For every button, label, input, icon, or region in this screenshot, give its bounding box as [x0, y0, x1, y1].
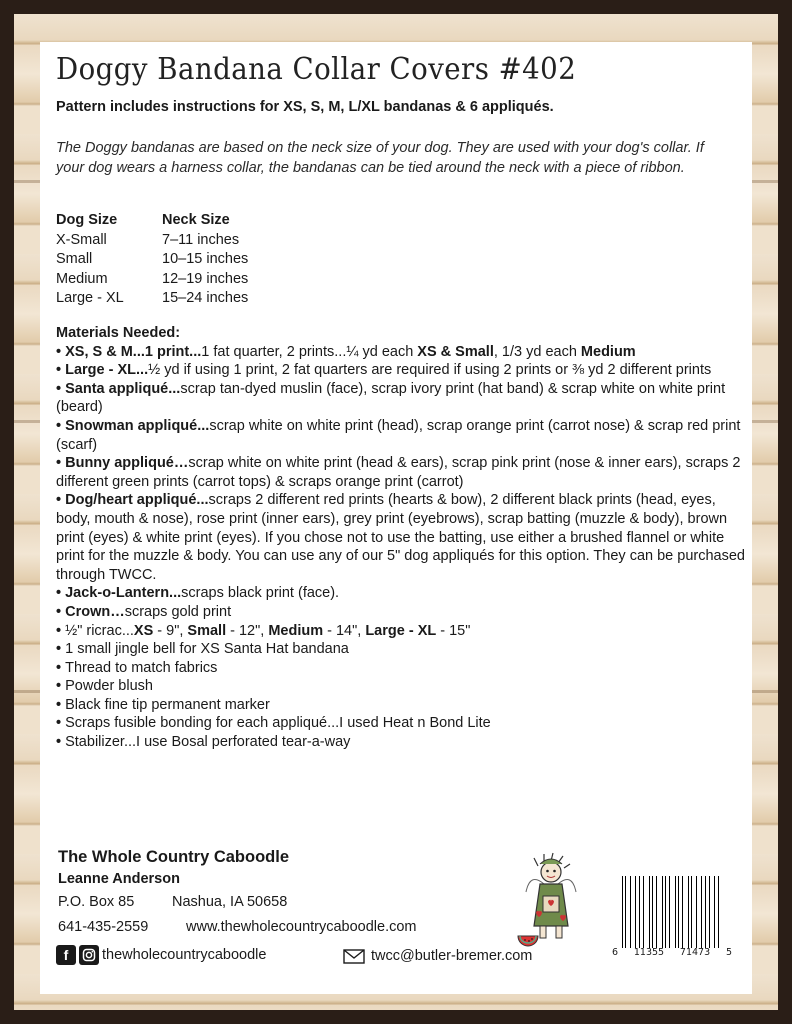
website-link[interactable]: www.thewholecountrycaboodle.com — [186, 919, 417, 935]
dog-size: Small — [56, 251, 93, 267]
barcode-number — [612, 947, 732, 958]
item-text: scrap white on white print (head & ears), scrap pink print (nose & inner ears), scraps 2 different green prints (carrot tops) & scraps orange print (carrot) — [56, 455, 741, 490]
bullet-icon: • — [56, 659, 66, 676]
bullet-icon: • — [56, 362, 66, 379]
barcode-digits: 71473 — [679, 947, 711, 958]
neck-size-header: Neck Size — [162, 212, 230, 228]
po-box: P.O. Box 85 — [58, 894, 135, 910]
barcode-bars — [622, 876, 722, 948]
instagram-icon[interactable] — [79, 945, 99, 965]
item-bold-text: XS & Small — [417, 343, 494, 360]
item-bold-text: Santa appliqué... — [65, 380, 181, 397]
mailing-address — [58, 894, 287, 910]
materials-item — [56, 622, 746, 641]
bullet-icon: • — [56, 734, 66, 751]
bullet-icon: • — [56, 492, 66, 509]
item-bold-text: Snowman appliqué... — [65, 417, 210, 434]
item-bold-text: Jack-o-Lantern... — [65, 585, 182, 602]
item-bold-text: Small — [187, 622, 227, 639]
dog-size: Large - XL — [56, 290, 124, 306]
materials-item — [56, 454, 746, 491]
materials-item — [56, 584, 746, 603]
item-text: Thread to match fabrics — [65, 659, 218, 676]
item-bold-text: XS, S & M...1 print... — [65, 343, 202, 360]
bullet-icon: • — [56, 417, 66, 434]
item-text: 1 small jingle bell for XS Santa Hat bandana — [65, 641, 349, 658]
designer-name: Leanne Anderson — [58, 871, 180, 887]
item-bold-text: Large - XL — [365, 622, 437, 639]
city-state-zip: Nashua, IA 50658 — [172, 894, 288, 910]
email-link[interactable]: twcc@butler-bremer.com — [371, 948, 533, 964]
item-text: scraps 2 different red prints (hearts & bow), 2 different black prints (head, eyes, body, mouth & nose), rose print (inner ears), grey print (eyebrows), scrap batting (muzzle & body), brown print (eyes) & white print (eyes). If you chose not to use the batting, use either a brushed flannel or white print for the muzzle & body. You can use any of our 5" dog appliqués for this option. They can be purchased through TWCC. — [56, 492, 745, 583]
materials-items — [56, 343, 746, 752]
size-table-row — [56, 250, 248, 270]
materials-item — [56, 603, 746, 622]
item-text: Scraps fusible bonding for each appliqué...I used Heat n Bond Lite — [65, 715, 491, 732]
neck-size: 10–15 inches — [162, 251, 249, 267]
item-bold-text: Bunny appliqué… — [65, 455, 189, 472]
materials-item — [56, 361, 746, 380]
doll-illustration — [516, 852, 586, 948]
neck-size: 7–11 inches — [162, 231, 240, 248]
materials-item — [56, 733, 746, 752]
social-links — [56, 945, 266, 965]
size-table-row — [56, 270, 248, 290]
item-text: 1 fat quarter, 2 prints...¼ yd each — [201, 343, 418, 360]
item-bold-text: Medium — [268, 622, 324, 639]
item-text: Stabilizer...I use Bosal perforated tear-a-way — [65, 734, 351, 751]
item-bold-text: Dog/heart appliqué... — [65, 492, 209, 509]
barcode-digits: 11355 — [633, 947, 665, 958]
materials-item — [56, 380, 746, 417]
email-contact — [343, 948, 532, 964]
item-bold-text: Crown… — [65, 603, 125, 620]
bullet-icon: • — [56, 343, 66, 360]
bullet-icon: • — [56, 622, 66, 639]
bullet-icon: • — [56, 678, 66, 695]
barcode-digit: 5 — [725, 947, 732, 958]
size-table-row — [56, 289, 248, 309]
item-text: scraps gold print — [124, 603, 232, 620]
item-text: ½ yd if using 1 print, 2 fat quarters are required if using 2 prints or ⅜ yd 2 different prints — [148, 362, 712, 379]
size-table-header — [56, 211, 248, 231]
materials-item — [56, 677, 746, 696]
barcode-digit: 6 — [612, 947, 619, 958]
phone-number: 641-435-2559 — [58, 919, 149, 935]
size-table-row — [56, 231, 248, 251]
item-text: ½" ricrac... — [65, 622, 134, 639]
item-text: scraps black print (face). — [181, 585, 340, 602]
item-text: - 14", — [323, 622, 366, 639]
item-text: scrap tan-dyed muslin (face), scrap ivory print (hat band) & scrap white on white print (beard) — [56, 380, 726, 416]
barcode — [612, 876, 732, 966]
envelope-icon — [343, 949, 365, 964]
facebook-icon[interactable]: f — [56, 945, 76, 965]
page-title: Doggy Bandana Collar Covers #402 — [56, 52, 577, 87]
materials-item — [56, 696, 746, 715]
bullet-icon: • — [56, 585, 66, 602]
bullet-icon: • — [56, 641, 66, 658]
contact-line — [58, 919, 417, 935]
item-bold-text: Medium — [580, 343, 636, 360]
materials-item — [56, 491, 746, 584]
bullet-icon: • — [56, 715, 66, 732]
item-text: Powder blush — [65, 678, 153, 695]
materials-heading: Materials Needed: — [56, 325, 181, 341]
dog-size: Medium — [56, 270, 108, 287]
materials-item — [56, 343, 746, 362]
materials-item — [56, 417, 746, 454]
item-text: - 12", — [226, 622, 269, 639]
materials-item — [56, 640, 746, 659]
item-text: - 15" — [436, 622, 471, 639]
materials-item — [56, 714, 746, 733]
size-table — [56, 211, 248, 309]
item-text: , 1/3 yd each — [493, 343, 581, 360]
item-text: - 9", — [153, 622, 188, 639]
dog-size: X-Small — [56, 231, 107, 248]
bullet-icon: • — [56, 696, 66, 713]
materials-list — [56, 324, 746, 752]
company-name: The Whole Country Caboodle — [58, 848, 289, 866]
item-bold-text: XS — [133, 622, 154, 639]
intro-paragraph: The Doggy bandanas are based on the neck size of your dog. They are used with your dog's collar. If your dog wears a harness collar, the bandanas can be tied around the neck with a piece of ribbon. — [56, 140, 704, 176]
bullet-icon: • — [56, 380, 66, 397]
item-text: Black fine tip permanent marker — [65, 696, 270, 713]
neck-size: 15–24 inches — [162, 290, 249, 306]
bullet-icon: • — [56, 455, 66, 472]
bullet-icon: • — [56, 603, 66, 620]
dog-size-header: Dog Size — [56, 212, 118, 228]
social-handle[interactable]: thewholecountrycaboodle — [102, 947, 267, 963]
item-text: scrap white on white print (head), scrap orange print (carrot nose) & scrap red print (scarf) — [56, 417, 741, 453]
item-bold-text: Large - XL... — [65, 362, 149, 379]
pattern-subtitle: Pattern includes instructions for XS, S, M, L/XL bandanas & 6 appliqués. — [56, 99, 554, 115]
materials-item — [56, 659, 746, 678]
neck-size: 12–19 inches — [162, 270, 249, 287]
